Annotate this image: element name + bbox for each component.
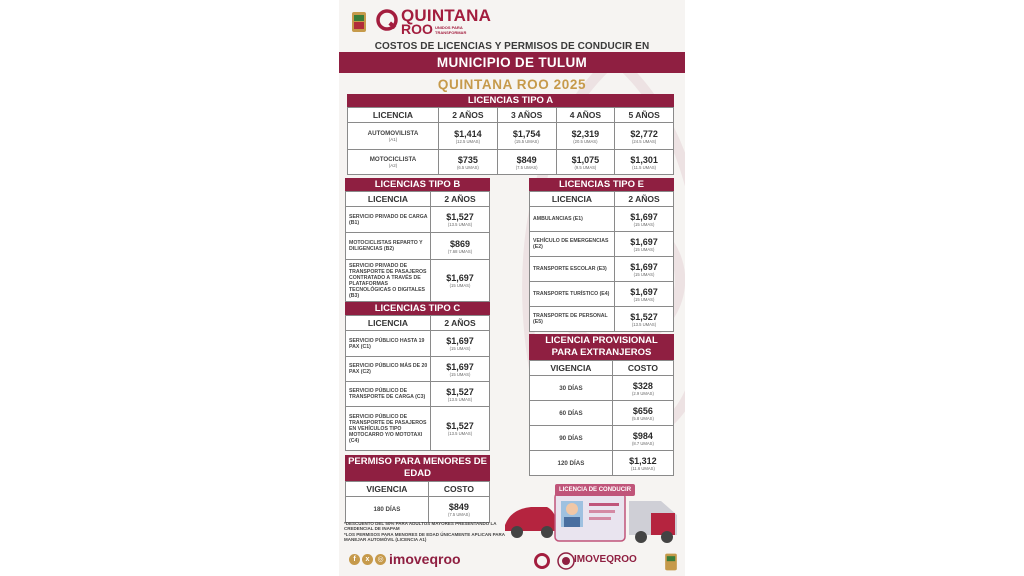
license-name: TRANSPORTE DE PERSONAL (E5)	[530, 307, 615, 332]
umas: (15.5 UMAS)	[514, 138, 539, 144]
table-title: LICENCIAS TIPO B	[345, 178, 490, 191]
price: $2,319	[571, 128, 600, 139]
state-year-title: QUINTANA ROO 2025	[437, 77, 587, 92]
price: $1,527	[630, 311, 658, 322]
umas: (7.68 UMAS)	[447, 248, 473, 254]
license-name: TRANSPORTE TURÍSTICO (E4)	[530, 282, 615, 307]
column-header: 5 AÑOS	[615, 108, 674, 123]
footnotes	[344, 521, 509, 543]
table-row	[530, 426, 674, 451]
table-row	[346, 331, 490, 357]
column-header: VIGENCIA	[346, 482, 429, 497]
umas: (15 UMAS)	[633, 246, 655, 252]
table-row	[530, 307, 674, 332]
umas: (13.5 UMAS)	[447, 431, 473, 436]
price: $1,697	[446, 336, 474, 346]
license-name: SERVICIO PÚBLICO MÁS DE 20 PAX (C2)	[346, 357, 431, 382]
umas: (11.6 UMAS)	[630, 465, 655, 471]
licencias-tipo-b-table	[345, 178, 490, 302]
license-card-title: LICENCIA DE CONDUCIR	[555, 484, 635, 496]
column-header: 2 AÑOS	[615, 192, 674, 207]
table-title: LICENCIAS TIPO A	[347, 94, 674, 107]
poster	[339, 0, 685, 576]
vigencia: 120 DÍAS	[530, 451, 613, 476]
price: $2,772	[630, 128, 658, 139]
column-header: LICENCIA	[346, 316, 431, 331]
umas: (12.5 UMAS)	[455, 138, 480, 144]
logo-text-secondary: ROO	[401, 21, 433, 37]
umas: (5.8 UMAS)	[631, 415, 654, 421]
table-title: PERMISO PARA MENORES DE EDAD	[345, 455, 490, 481]
table-row	[346, 207, 490, 233]
price: $1,527	[446, 421, 474, 431]
price: $1,527	[446, 212, 474, 222]
footer-logos	[529, 548, 685, 576]
license-name: SERVICIO PRIVADO DE CARGA (B1)	[346, 207, 431, 233]
price: $1,697	[630, 286, 658, 297]
imoveqroo-seal-icon	[557, 552, 575, 570]
column-header: 2 AÑOS	[431, 316, 490, 331]
quintana-roo-logo-icon	[376, 9, 398, 31]
price: $735	[457, 154, 478, 165]
table-row	[530, 232, 674, 257]
license-name: AMBULANCIAS (E1)	[530, 207, 615, 232]
price: $984	[632, 430, 653, 441]
table-row	[530, 282, 674, 307]
social-handle: imoveqroo	[389, 551, 461, 567]
price: $849	[516, 154, 537, 165]
license-name: SERVICIO PÚBLICO HASTA 19 PAX (C1)	[346, 331, 431, 357]
price: $1,075	[571, 154, 600, 165]
table-row	[530, 376, 674, 401]
page-subtitle: COSTOS DE LICENCIAS Y PERMISOS DE CONDUCIR EN	[374, 41, 650, 52]
license-name: SERVICIO PÚBLICO DE TRANSPORTE DE PASAJEROS EN VEHÍCULOS TIPO MOTOCARRO Y/O MOTOTAXI (C4)	[346, 407, 431, 451]
price: $1,301	[630, 154, 658, 165]
column-header: LICENCIA	[348, 108, 439, 123]
price: $328	[632, 380, 653, 391]
umas: (15 UMAS)	[633, 221, 655, 227]
table-row	[346, 260, 490, 302]
column-header: 2 AÑOS	[439, 108, 498, 123]
price: $1,414	[454, 128, 482, 139]
price: $1,754	[512, 128, 541, 139]
facebook-icon[interactable]: f	[349, 554, 360, 565]
price: $1,697	[630, 261, 658, 272]
vigencia: 30 DÍAS	[530, 376, 613, 401]
price: $1,697	[446, 273, 474, 283]
price: $1,697	[630, 211, 658, 222]
column-header: COSTO	[612, 361, 673, 376]
state-shield-icon	[664, 552, 678, 572]
state-shield-icon	[351, 10, 367, 34]
umas: (7.5 UMAS)	[515, 164, 538, 170]
licencias-tipo-a-table	[347, 94, 674, 175]
license-name: MOTOCICLISTAS REPARTO Y DILIGENCIAS (B2)	[346, 233, 431, 260]
umas: (15 UMAS)	[449, 283, 471, 288]
licencias-tipo-c-table	[345, 302, 490, 451]
price: $1,312	[629, 455, 657, 466]
umas: (7.5 UMAS)	[447, 512, 470, 517]
umas: (15 UMAS)	[633, 271, 655, 277]
table-row	[530, 207, 674, 232]
umas: (6.5 UMAS)	[456, 164, 479, 170]
license-code: (A2)	[388, 163, 398, 168]
vigencia: 60 DÍAS	[530, 401, 613, 426]
umas: (15 UMAS)	[633, 296, 655, 302]
umas: (24.5 UMAS)	[632, 138, 657, 144]
umas: (13.5 UMAS)	[447, 222, 473, 227]
logo-text: QUINTANA	[401, 6, 492, 25]
license-name: AUTOMOVILISTA	[367, 130, 419, 137]
umas: (9.5 UMAS)	[574, 164, 597, 170]
umas: (20.5 UMAS)	[573, 138, 598, 144]
quintana-roo-logo-icon	[533, 552, 551, 570]
price: $656	[632, 405, 653, 416]
table-row	[346, 233, 490, 260]
table-row	[348, 123, 674, 150]
umas: (15 UMAS)	[449, 346, 471, 351]
logo-tagline: UNIDOS PARA TRANSFORMAR	[435, 25, 467, 35]
licencia-provisional-table	[529, 334, 674, 476]
licencias-tipo-e-table	[529, 178, 674, 332]
footnote-1: *DESCUENTO DEL 50% PARA ADULTOS MAYORES PRESENTANDO LA CREDENCIAL DE INAPAM	[344, 521, 497, 532]
price: $1,697	[446, 361, 474, 372]
license-name: VEHÍCULO DE EMERGENCIAS (E2)	[530, 232, 615, 257]
municipio-banner: MUNICIPIO DE TULUM	[339, 52, 685, 73]
table-row	[346, 382, 490, 407]
table-row	[346, 407, 490, 451]
table-title: LICENCIAS TIPO C	[345, 302, 490, 315]
price: $1,527	[446, 386, 474, 397]
table-row	[530, 401, 674, 426]
column-header: 2 AÑOS	[431, 192, 490, 207]
license-name: MOTOCICLISTA	[369, 156, 417, 163]
column-header: LICENCIA	[346, 192, 431, 207]
table-row	[348, 150, 674, 175]
license-name: SERVICIO PÚBLICO DE TRANSPORTE DE CARGA (C3)	[346, 382, 431, 407]
license-name: SERVICIO PRIVADO DE TRANSPORTE DE PASAJEROS CONTRATADO A TRAVÉS DE PLATAFORMAS TECNOLÓGICAS O DIGITALES (B3)	[346, 260, 431, 302]
column-header: 3 AÑOS	[497, 108, 556, 123]
x-twitter-icon[interactable]: x	[362, 554, 373, 565]
column-header: VIGENCIA	[530, 361, 613, 376]
table-row	[530, 257, 674, 282]
table-title: LICENCIAS TIPO E	[529, 178, 674, 191]
vigencia: 90 DÍAS	[530, 426, 613, 451]
footnote-2: *LOS PERMISOS PARA MENORES DE EDAD ÚNICAMENTE APLICAN PARA MANEJAR AUTOMÓVIL (LICENCIA A1)	[344, 531, 505, 543]
umas: (13.5 UMAS)	[447, 396, 473, 402]
umas: (15 UMAS)	[449, 371, 471, 377]
imoveqroo-brand: IMOVEQROO	[574, 554, 637, 565]
umas: (11.5 UMAS)	[632, 164, 657, 170]
table-row	[346, 497, 490, 523]
header	[339, 6, 685, 38]
table-row	[346, 357, 490, 382]
license-name: TRANSPORTE ESCOLAR (E3)	[530, 257, 615, 282]
column-header: COSTO	[428, 482, 489, 497]
column-header: LICENCIA	[530, 192, 615, 207]
permiso-menores-table	[345, 455, 490, 523]
umas: (8.7 UMAS)	[631, 440, 654, 446]
vigencia: 180 DÍAS	[346, 497, 429, 523]
table-title: LICENCIA PROVISIONAL PARA EXTRANJEROS	[529, 334, 674, 360]
column-header: 4 AÑOS	[556, 108, 615, 123]
price: $869	[449, 238, 471, 249]
instagram-icon[interactable]: ◎	[375, 554, 386, 565]
umas: (2.9 UMAS)	[631, 390, 654, 396]
price: $1,697	[630, 236, 658, 247]
price: $849	[448, 502, 469, 512]
umas: (13.5 UMAS)	[631, 321, 657, 327]
table-row	[530, 451, 674, 476]
license-code: (A1)	[388, 137, 398, 142]
